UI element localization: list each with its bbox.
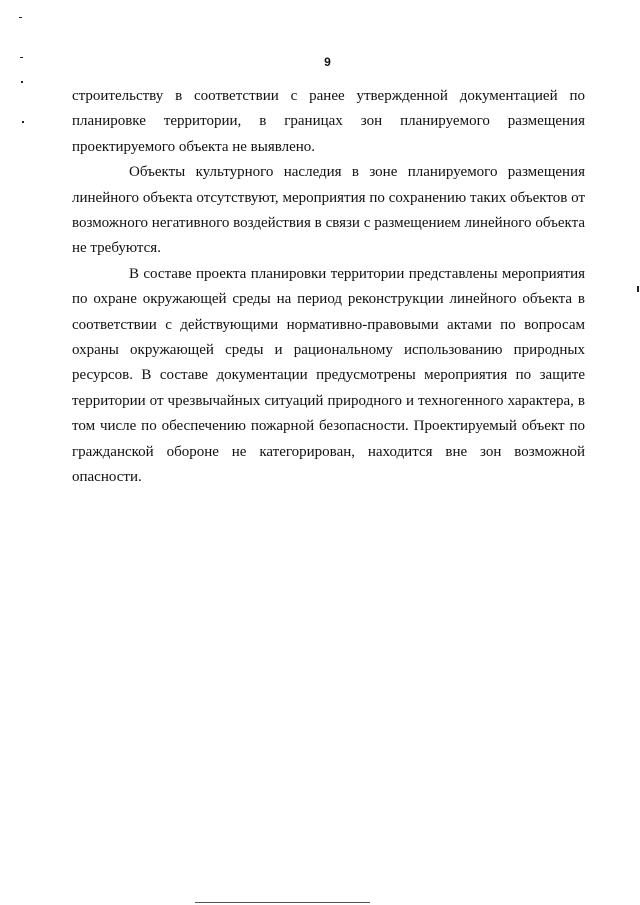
paragraph-continuation: строительству в соответствии с ранее утвержденной документацией по планировке территории, в границах зон планируемого размещения проектируемого объекта не выявлено. (72, 88, 585, 155)
page-number: 9 (324, 55, 331, 69)
scan-mark (19, 17, 22, 18)
footer-rule (195, 902, 370, 903)
scan-mark (22, 121, 24, 123)
scan-mark (637, 286, 639, 292)
body-text (72, 84, 585, 491)
scan-mark (21, 81, 23, 83)
paragraph-cultural-heritage: Объекты культурного наследия в зоне планируемого размещения линейного объекта отсутствуют, мероприятия по сохранению таких объектов от возможного негативного воздействия в связи с размещением линейного объекта не требуются. (72, 164, 585, 257)
paragraph-environmental-measures: В составе проекта планировки территории представлены мероприятия по охране окружающей среды на период реконструкции линейного объекта в соответствии с действующими нормативно-правовыми актами по вопросам охраны окружающей среды и рациональному использованию природных ресурсов. В составе документации предусмотрены мероприятия по защите территории от чрезвычайных ситуаций природного и техногенного характера, в том числе по обеспечению пожарной безопасности. Проектируемый объект по гражданской обороне не категорирован, находится вне зон возможной опасности. (72, 265, 585, 486)
